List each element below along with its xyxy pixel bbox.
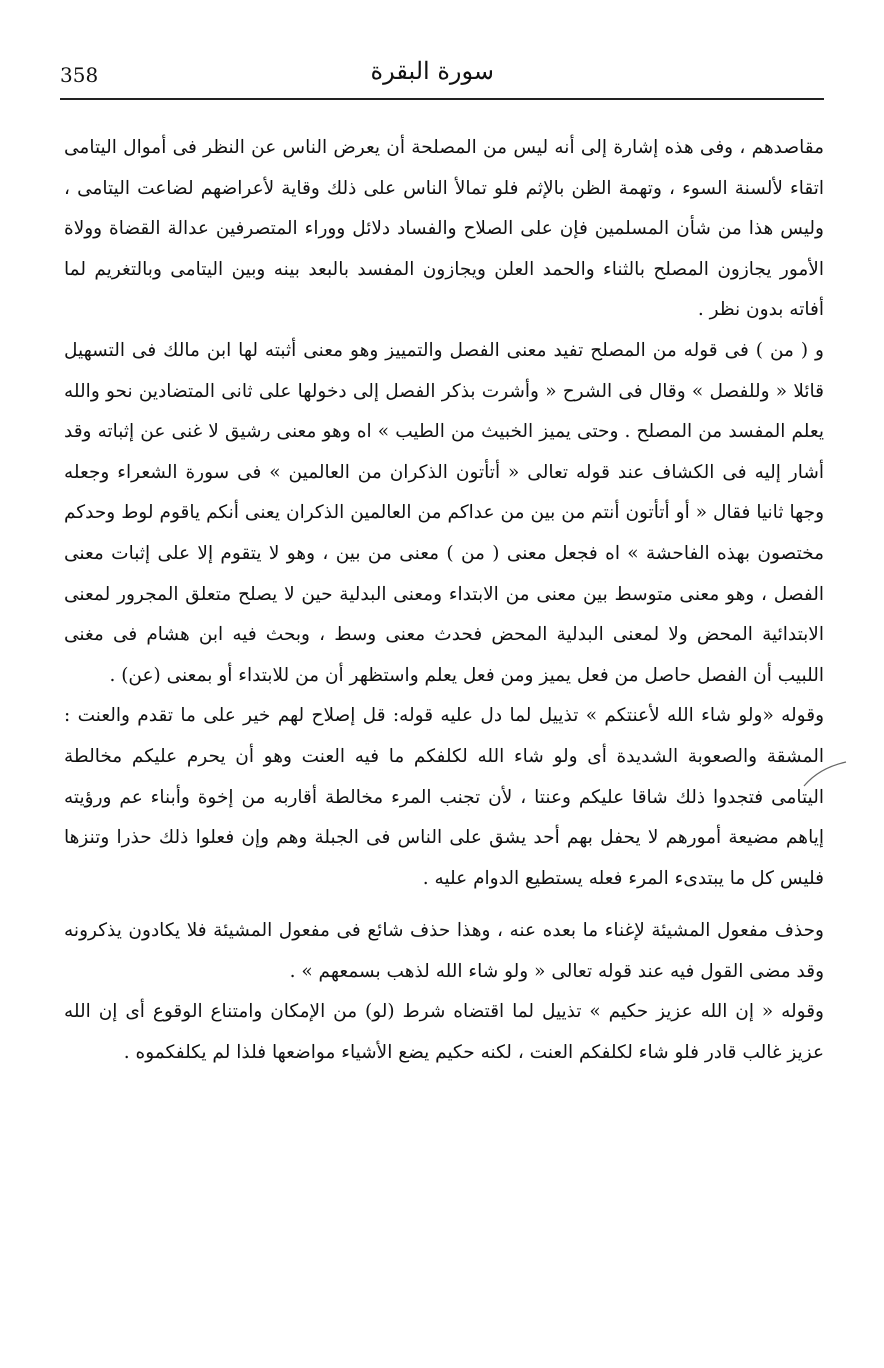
margin-pencil-mark <box>800 760 850 790</box>
page-header <box>60 55 824 99</box>
paragraph: و ( من ) فى قوله من المصلح تفيد معنى الفصل والتمييز وهو معنى أثبته لها ابن مالك فى التسهيل قائلا « وللفصل » وقال فى الشرح « وأشرت بذكر الفصل إلى دخولها على ثانى المتضادين نحو والله يعلم المفسد من المصلح . وحتى يميز الخبيث من الطيب » اه وهو معنى رشيق لا غنى عن إثباته وقد أشار إليه فى الكشاف عند قوله تعالى « أتأتون الذكران من العالمين » فى سورة الشعراء وجعله وجها ثانيا فقال « أو أتأتون أنتم من بين من عداكم من العالمين الذكران يعنى أنكم ياقوم لوط وحدكم مختصون بهذه الفاحشة » اه فجعل معنى ( من ) معنى من بين ، وهو لا يتقوم إلا على إثبات معنى الفصل ، وهو معنى متوسط بين معنى من الابتداء ومعنى البدلية حين لا يصلح متعلق المجرور لمعنى الابتدائية المحض ولا لمعنى البدلية المحض فحدث معنى وسط ، وبحث فيه ابن هشام فى مغنى اللبيب أن الفصل حاصل من فعل يميز ومن فعل يعلم واستظهر أن من للابتداء أو بمعنى (عن) . <box>64 339 824 686</box>
paragraph: وقوله «ولو شاء الله لأعنتكم » تذييل لما دل عليه قوله: قل إصلاح لهم خير على ما تقدم والعنت : المشقة والصعوبة الشديدة أى ولو شاء الله لكلفكم ما فيه العنت وهو أن يحرم عليكم مخالطة اليتامى فتجدوا ذلك شاقا عليكم وعنتا ، لأن تجنب المرء مخالطة أقاربه من إخوة وأبناء عم ورؤيته إياهم مضيعة أمورهم لا يحفل بهم أحد يشق على الناس فى الجبلة وهم وإن فعلوا ذلك حذرا وتنزها فليس كل ما يبتدىء المرء فعله يستطيع الدوام عليه . <box>64 705 824 889</box>
paragraph: وقوله « إن الله عزيز حكيم » تذييل لما اقتضاه شرط (لو) من الإمكان وامتناع الوقوع أى إن الله عزيز غالب قادر فلو شاء لكلفكم العنت ، لكنه حكيم يضع الأشياء مواضعها فلذا لم يكلفكموه . <box>64 1001 824 1064</box>
surah-title: سورة البقرة <box>370 57 494 85</box>
paragraph: مقاصدهم ، وفى هذه إشارة إلى أنه ليس من المصلحة أن يعرض الناس عن النظر فى أموال اليتامى اتقاء لألسنة السوء ، وتهمة الظن بالإثم فلو تمالأ الناس على ذلك وقاية لأعراضهم لضاعت اليتامى ، وليس هذا من شأن المسلمين فإن على الصلاح والفساد دلائل ووراء المتصرفين عدالة القضاة وولاة الأمور يجازون المصلح بالثناء والحمد العلن ويجازون المفسد بالبعد بينه وبين اليتامى وبالتغريم لما أفاته بدون نظر . <box>64 137 824 321</box>
page-number: 358 <box>60 63 99 87</box>
paragraph-gap <box>64 899 824 911</box>
body-text <box>64 128 824 1074</box>
paragraph: وحذف مفعول المشيئة لإغناء ما بعده عنه ، وهذا حذف شائع فى مفعول المشيئة فلا يكادون يذكرونه وقد مضى القول فيه عند قوله تعالى « ولو شاء الله لذهب بسمعهم » . <box>64 920 824 982</box>
header-rule <box>60 98 824 100</box>
